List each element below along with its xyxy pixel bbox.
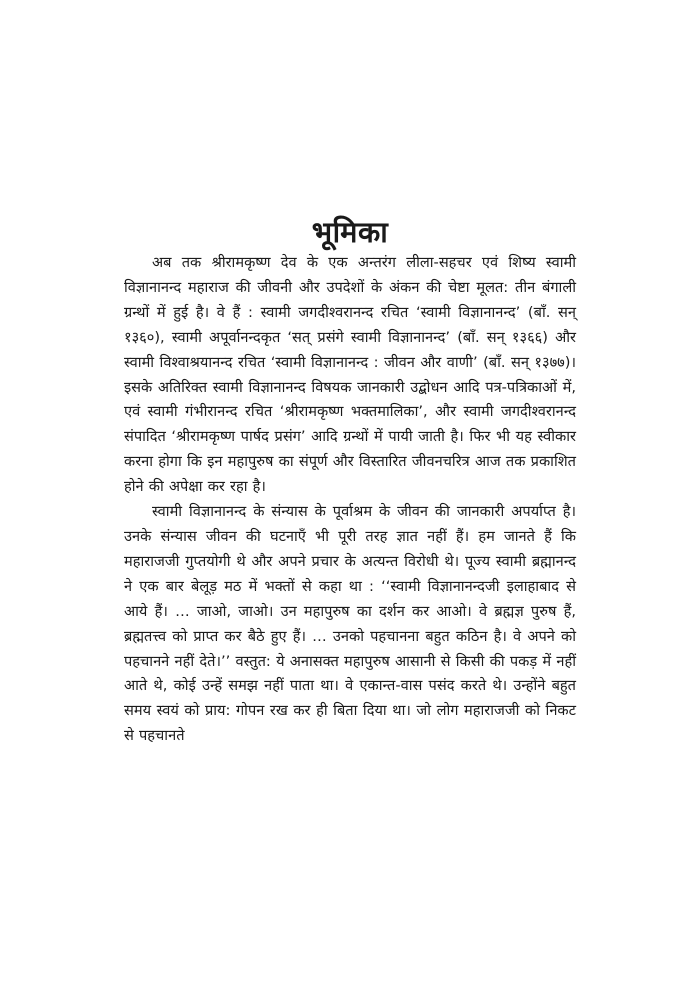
body-text (124, 251, 576, 749)
paragraph: स्वामी विज्ञानानन्द के संन्यास के पूर्वाश्रम के जीवन की जानकारी अपर्याप्त है। उनके संन्यास जीवन की घटनाएँ भी पूरी तरह ज्ञात नहीं हैं। हम जानते हैं कि महाराजजी गुप्तयोगी थे और अपने प्रचार के अत्यन्त विरोधी थे। पूज्य स्वामी ब्रह्मानन्द ने एक बार बेलूड़ मठ में भक्तों से कहा था : ‘‘स्वामी विज्ञानानन्दजी इलाहाबाद से आये हैं। … जाओ, जाओ। उन महापुरुष का दर्शन कर आओ। वे ब्रह्मज्ञ पुरुष हैं, ब्रह्मतत्त्व को प्राप्त कर बैठे हुए हैं। … उनको पहचानना बहुत कठिन है। वे अपने को पहचानने नहीं देते।’’ वस्तुत: ये अनासक्त महापुरुष आसानी से किसी की पकड़ में नहीं आते थे, कोई उन्हें समझ नहीं पाता था। वे एकान्त-वास पसंद करते थे। उन्होंने बहुत समय स्वयं को प्राय: गोपन रख कर ही बिता दिया था। जो लोग महाराजजी को निकट से पहचानते (124, 503, 576, 745)
paragraph: अब तक श्रीरामकृष्ण देव के एक अन्तरंग लीला-सहचर एवं शिष्य स्वामी विज्ञानानन्द महाराज की जीवनी और उपदेशों के अंकन की चेष्टा मूलत: तीन बंगाली ग्रन्थों में हुई है। वे हैं : स्वामी जगदीश्वरानन्द रचित ‘स्वामी विज्ञानानन्द’ (बाँ. सन् १३६०), स्वामी अपूर्वानन्दकृत ‘सत् प्रसंगे स्वामी विज्ञानानन्द’ (बाँ. सन् १३६६) और स्वामी विश्वाश्रयानन्द रचित ‘स्वामी विज्ञानानन्द : जीवन और वाणी’ (बाँ. सन् १३७७)। इसके अतिरिक्त स्वामी विज्ञानानन्द विषयक जानकारी उद्बोधन आदि पत्र-पत्रिकाओं में, एवं स्वामी गंभीरानन्द रचित ‘श्रीरामकृष्ण भक्तमालिका’, और स्वामी जगदीश्वरानन्द संपादित ‘श्रीरामकृष्ण पार्षद प्रसंग’ आदि ग्रन्थों में पायी जाती है। फिर भी यह स्वीकार करना होगा कि इन महापुरुष का संपूर्ण और विस्तारित जीवनचरित्र आज तक प्रकाशित होने की अपेक्षा कर रहा है। (124, 254, 576, 496)
page-title: भूमिका (311, 215, 389, 250)
